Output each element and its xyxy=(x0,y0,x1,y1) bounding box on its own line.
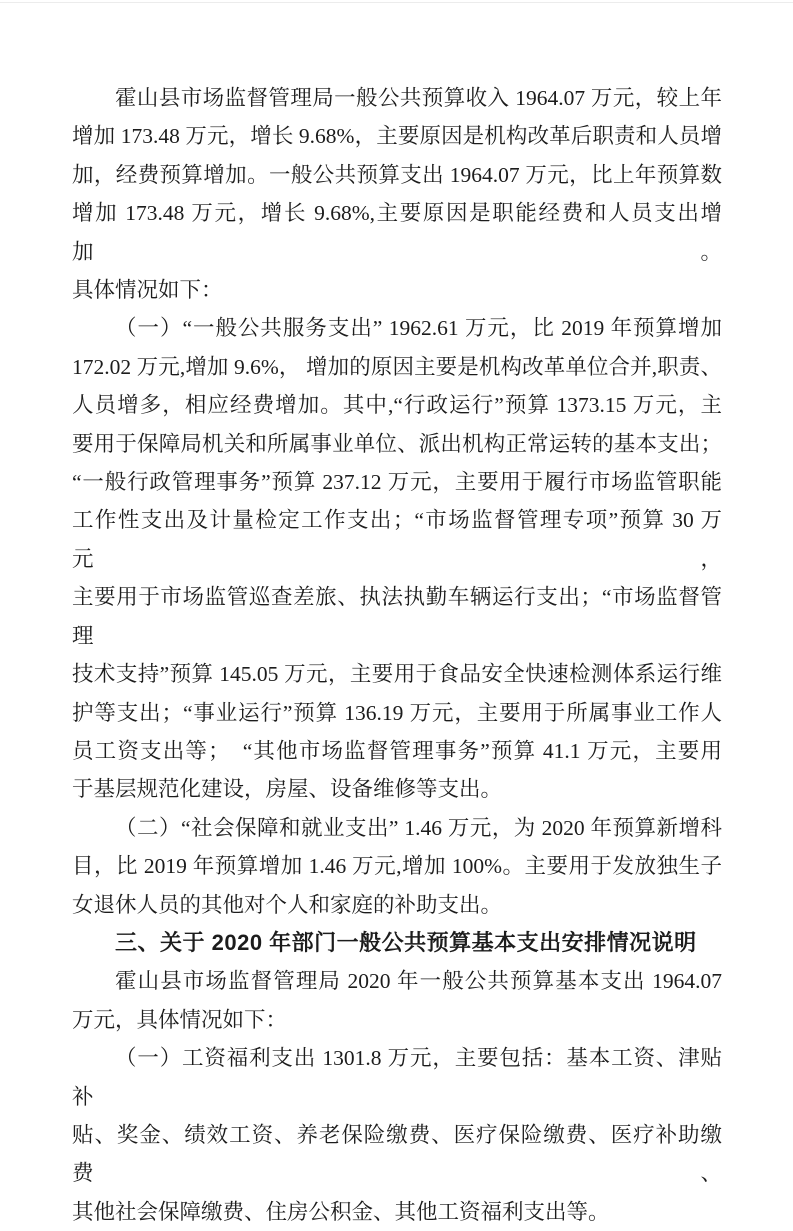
text-line: 172.02 万元,增加 9.6%， 增加的原因主要是机构改革单位合并,职责、 xyxy=(72,354,722,379)
text-line: 员工资支出等； “其他市场监督管理事务”预算 41.1 万元，主要用 xyxy=(72,738,722,763)
page-top-edge-line xyxy=(0,2,793,3)
text-line: 万元，具体情况如下： xyxy=(72,1007,288,1032)
text-line: 要用于保障局机关和所属事业单位、派出机构正常运转的基本支出； xyxy=(72,431,722,456)
text-line: 具体情况如下： xyxy=(72,278,223,303)
document-text-block xyxy=(72,79,722,1231)
text-line: （二）“社会保障和就业支出” 1.46 万元，为 2020 年预算新增科 xyxy=(115,815,722,840)
text-line: 人员增多，相应经费增加。其中,“行政运行”预算 1373.15 万元，主 xyxy=(72,393,722,418)
text-line: 目，比 2019 年预算增加 1.46 万元,增加 100%。主要用于发放独生子 xyxy=(72,854,722,879)
text-line: 加，经费预算增加。一般公共预算支出 1964.07 万元，比上年预算数 xyxy=(72,162,722,187)
text-line: 增加 173.48 万元，增长 9.68%，主要原因是机构改革后职责和人员增 xyxy=(72,124,722,149)
text-line: 贴、奖金、绩效工资、养老保险缴费、医疗保险缴费、医疗补助缴费、 xyxy=(72,1122,722,1186)
text-line: 霍山县市场监督管理局 2020 年一般公共预算基本支出 1964.07 xyxy=(115,969,722,994)
text-line: （一）工资福利支出 1301.8 万元，主要包括：基本工资、津贴补 xyxy=(72,1046,722,1109)
section-heading: 三、关于 2020 年部门一般公共预算基本支出安排情况说明 xyxy=(115,929,697,955)
text-line: 霍山县市场监督管理局一般公共预算收入 1964.07 万元，较上年 xyxy=(115,86,722,110)
text-line: 增加 173.48 万元，增长 9.68%,主要原因是职能经费和人员支出增加。 xyxy=(72,201,722,264)
text-line: 护等支出；“事业运行”预算 136.19 万元，主要用于所属事业工作人 xyxy=(72,700,722,725)
text-line: 女退休人员的其他对个人和家庭的补助支出。 xyxy=(72,892,503,917)
text-line: 于基层规范化建设，房屋、设备维修等支出。 xyxy=(72,777,503,802)
text-line: 工作性支出及计量检定工作支出；“市场监督管理专项”预算 30 万元， xyxy=(72,508,722,571)
text-line: （一）“一般公共服务支出” 1962.61 万元，比 2019 年预算增加 xyxy=(115,316,722,341)
text-line: 技术支持”预算 145.05 万元，主要用于食品安全快速检测体系运行维 xyxy=(72,662,722,687)
text-line: “一般行政管理事务”预算 237.12 万元，主要用于履行市场监管职能 xyxy=(72,470,722,495)
text-line: 其他社会保障缴费、住房公积金、其他工资福利支出等。 xyxy=(72,1199,610,1224)
text-line: 主要用于市场监管巡查差旅、执法执勤车辆运行支出；“市场监督管理 xyxy=(72,585,722,648)
